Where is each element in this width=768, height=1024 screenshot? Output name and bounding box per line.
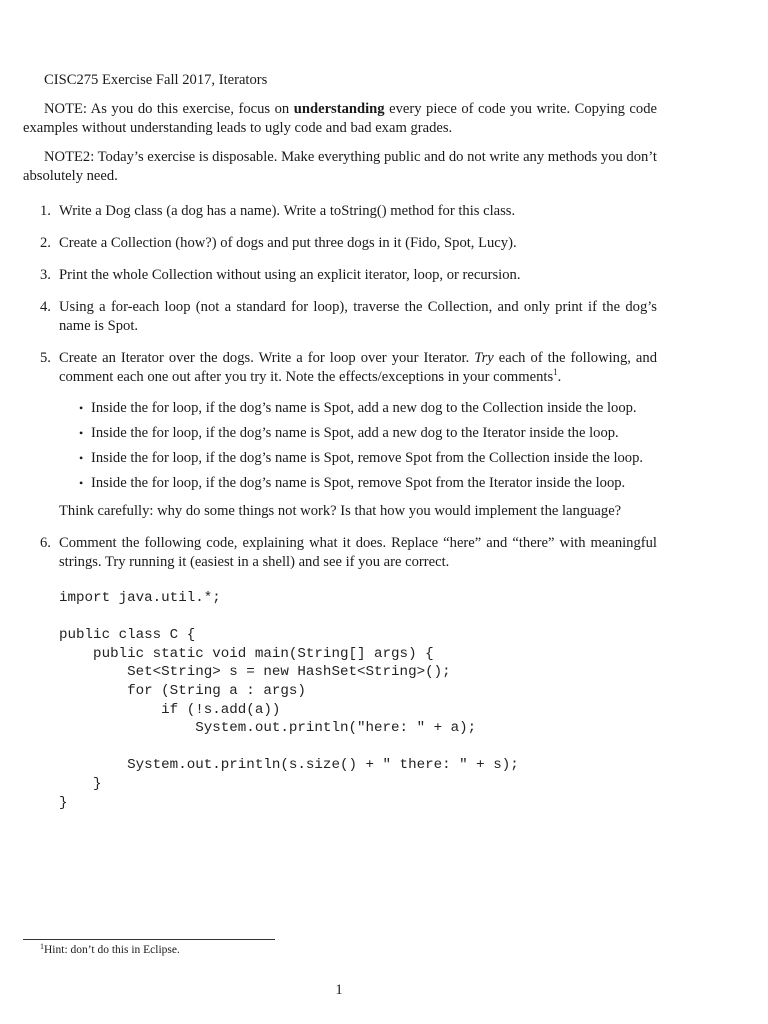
task-text: Print the whole Collection without using an explicit iterator, loop, or recursion.: [59, 267, 521, 283]
bullet-icon: •: [79, 401, 84, 415]
bullet-text: Inside the for loop, if the dog’s name is Spot, add a new dog to the Iterator inside the loop.: [91, 425, 619, 441]
code-line: [59, 608, 657, 627]
task-item-6: [23, 534, 657, 812]
code-line: Set<String> s = new HashSet<String>();: [59, 664, 451, 681]
bullet-item: [59, 449, 657, 468]
code-line: for (String a : args): [59, 682, 306, 699]
footnote-text: Hint: don’t do this in Eclipse.: [44, 944, 180, 956]
note-paragraph: [23, 100, 657, 138]
code-line: }: [59, 775, 102, 792]
task-number: 6.: [40, 535, 51, 551]
code-line: public class C {: [59, 627, 196, 644]
task-number: 3.: [40, 267, 51, 283]
code-line: System.out.println(s.size() + " there: " + s);: [59, 757, 519, 774]
task-item-2: [23, 234, 657, 253]
bullet-icon: •: [79, 476, 84, 490]
task-number: 5.: [40, 350, 51, 366]
think-note: Think carefully: why do some things not work? Is that how you would implement the language?: [59, 503, 622, 519]
task-list: [23, 202, 657, 812]
task-number: 4.: [40, 299, 51, 315]
document-title: CISC275 Exercise Fall 2017, Iterators: [44, 72, 268, 88]
bullet-item: [59, 424, 657, 443]
bullet-text: Inside the for loop, if the dog’s name is Spot, remove Spot from the Collection inside the loop.: [91, 450, 644, 466]
task-text-start: Create an Iterator over the dogs. Write a for loop over your Iterator.: [59, 350, 475, 366]
page-number: 1: [335, 982, 343, 998]
bullet-icon: •: [79, 426, 84, 440]
bullet-text: Inside the for loop, if the dog’s name is Spot, add a new dog to the Collection inside the loop.: [91, 400, 637, 416]
note2-paragraph: NOTE2: Today’s exercise is disposable. Make everything public and do not write any methods you don’t absolutely need.: [23, 149, 657, 184]
note-text-start: NOTE: As you do this exercise, focus on: [44, 101, 294, 117]
task-text: Using a for-each loop (not a standard for loop), traverse the Collection, and only print if the dog’s name is Spot.: [59, 299, 657, 334]
code-line: public static void main(String[] args) {: [59, 645, 434, 662]
footnote: [40, 943, 180, 957]
note-text-end: every piece of code you write. Copying code examples without understanding leads to ugly code and bad exam grades.: [23, 101, 657, 136]
note-emphasis: understanding: [293, 101, 385, 117]
code-line: [59, 738, 657, 757]
task-item-3: [23, 266, 657, 285]
task-number: 1.: [40, 203, 51, 219]
bullet-text: Inside the for loop, if the dog’s name is Spot, remove Spot from the Iterator inside the loop.: [91, 475, 626, 491]
code-line: import java.util.*;: [59, 590, 221, 606]
task-text-end: each of the following, and comment each one out after you try it. Note the effects/exceptions in your comments: [59, 350, 657, 385]
task-item-5: [23, 349, 657, 521]
task-number: 2.: [40, 235, 51, 251]
code-line: }: [59, 794, 68, 811]
footnote-divider: [23, 939, 275, 940]
bullet-list: [59, 399, 657, 493]
footnote-mark: 1: [40, 942, 44, 951]
bullet-item: [59, 399, 657, 418]
task-text: Comment the following code, explaining what it does. Replace “here” and “there” with meaningful strings. Try running it (easiest in a shell) and see if you are correct.: [59, 535, 657, 570]
task-emphasis: Try: [474, 350, 494, 366]
task-text: Create a Collection (how?) of dogs and put three dogs in it (Fido, Spot, Lucy).: [59, 235, 517, 251]
task-text: Write a Dog class (a dog has a name). Write a toString() method for this class.: [59, 203, 516, 219]
code-line: System.out.println("here: " + a);: [59, 720, 477, 737]
footnote-reference: 1: [553, 367, 558, 377]
bullet-icon: •: [79, 451, 84, 465]
code-line: if (!s.add(a)): [59, 701, 281, 718]
task-text: [59, 349, 657, 387]
task-text-period: .: [557, 369, 562, 385]
task-item-1: [23, 202, 657, 221]
task-item-4: [23, 298, 657, 336]
code-block: [59, 589, 657, 812]
document-body: [23, 71, 657, 825]
bullet-item: [59, 474, 657, 493]
